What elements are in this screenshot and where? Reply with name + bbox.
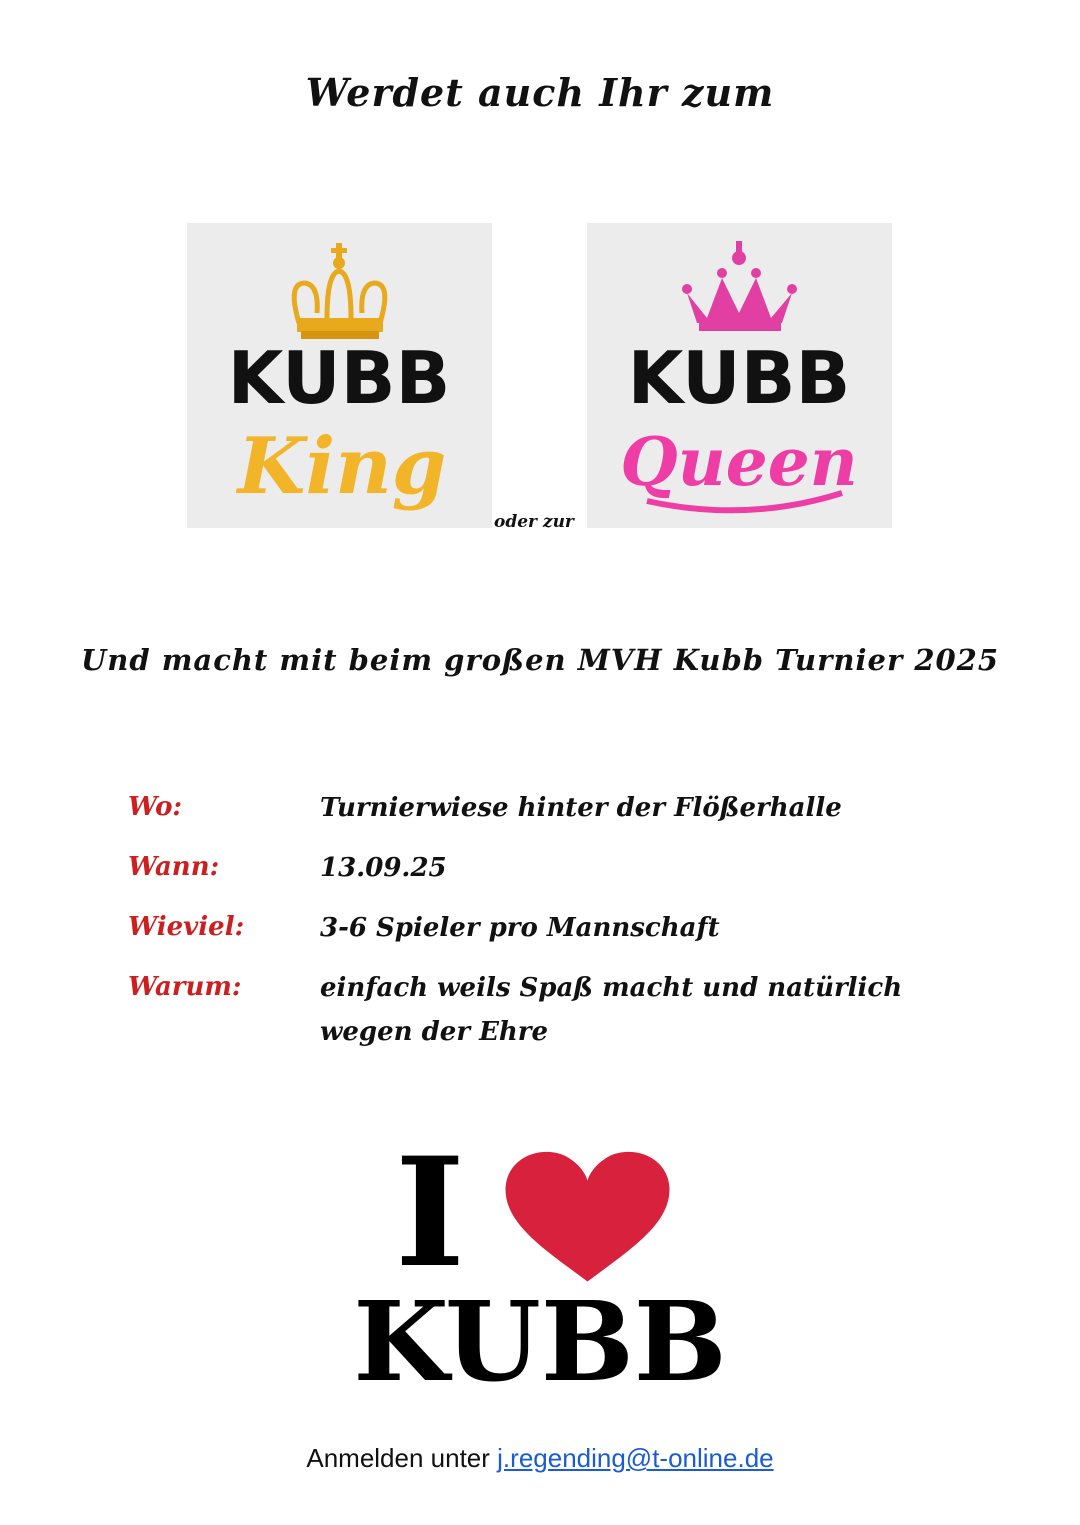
connector-text: oder zur	[494, 512, 574, 532]
headline: Werdet auch Ihr zum	[305, 70, 775, 115]
king-top-text: KUBB	[227, 336, 451, 420]
kubb-king-logo	[187, 223, 492, 528]
heart-icon	[506, 1152, 670, 1282]
queen-top-text: KUBB	[627, 336, 851, 420]
love-i-text: I	[394, 1140, 466, 1301]
footer-signup	[0, 1443, 1080, 1474]
detail-value-why: einfach weils Spaß macht und natürlich wegen der Ehre	[320, 973, 903, 1047]
i-love-kubb-graphic	[330, 1140, 750, 1400]
king-script-text: King	[237, 421, 447, 512]
queen-crown-icon	[587, 223, 892, 528]
detail-label-where: Wo:	[128, 792, 183, 822]
detail-label-when: Wann:	[128, 852, 220, 882]
detail-label-why: Warum:	[128, 972, 242, 1002]
detail-value-where: Turnierwiese hinter der Flößerhalle	[320, 793, 842, 823]
footer-prefix: Anmelden unter	[306, 1443, 490, 1473]
king-crown-icon	[187, 223, 492, 528]
queen-script-text: Queen	[620, 423, 858, 501]
love-kubb-text: KUBB	[353, 1277, 727, 1400]
detail-label-howmany: Wieviel:	[128, 912, 245, 942]
subheadline: Und macht mit beim großen MVH Kubb Turnier 2025	[80, 643, 1000, 677]
email-link[interactable]: j.regending@t-online.de	[497, 1443, 774, 1473]
detail-value-when: 13.09.25	[320, 853, 447, 883]
kubb-queen-logo	[587, 223, 892, 528]
detail-value-howmany: 3-6 Spieler pro Mannschaft	[320, 913, 720, 943]
